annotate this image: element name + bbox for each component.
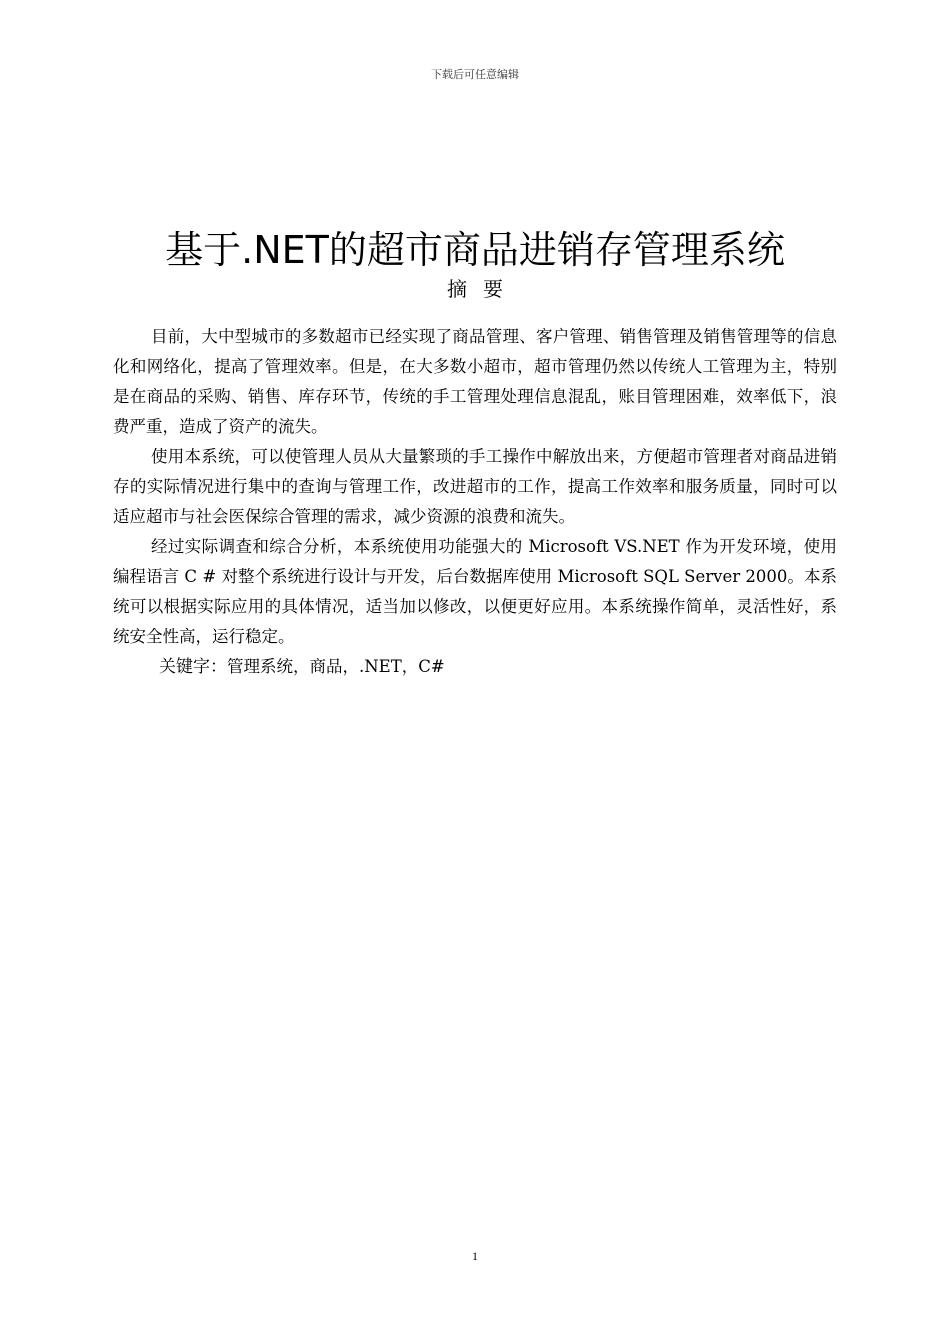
abstract-paragraph: 目前，大中型城市的多数超市已经实现了商品管理、客户管理、销售管理及销售管理等的信息化和网络化，提高了管理效率。但是，在大多数小超市，超市管理仍然以传统人工管理为主，特别是在商品的采购、销售、库存环节，传统的手工管理处理信息混乱，账目管理困难，效率低下，浪费严重，造成了资产的流失。 <box>113 327 837 436</box>
abstract-paragraph: 经过实际调查和综合分析，本系统使用功能强大的 Microsoft VS.NET 作为开发环境，使用编程语言 C # 对整个系统进行设计与开发，后台数据库使用 Microsoft SQL Server 2000。本系统可以根据实际应用的具体情况，适当加以修改，以便更好应用。本系统操作简单，灵活性好，系统安全性高，运行稳定。 <box>113 537 837 646</box>
page-header-note: 下载后可任意编辑 <box>431 68 519 81</box>
abstract-heading: 摘要 <box>447 277 519 301</box>
abstract-body <box>113 322 837 682</box>
keywords-label: 关键字： <box>159 657 227 677</box>
keywords-value: 管理系统，商品，.NET，C# <box>227 657 445 676</box>
page-number: 1 <box>472 1249 478 1263</box>
keywords-line <box>113 652 837 682</box>
document-title: 基于.NET的超市商品进销存管理系统 <box>165 228 785 272</box>
abstract-paragraph: 使用本系统，可以使管理人员从大量繁琐的手工操作中解放出来，方便超市管理者对商品进销存的实际情况进行集中的查询与管理工作，改进超市的工作，提高工作效率和服务质量，同时可以适应超市与社会医保综合管理的需求，减少资源的浪费和流失。 <box>113 447 837 526</box>
